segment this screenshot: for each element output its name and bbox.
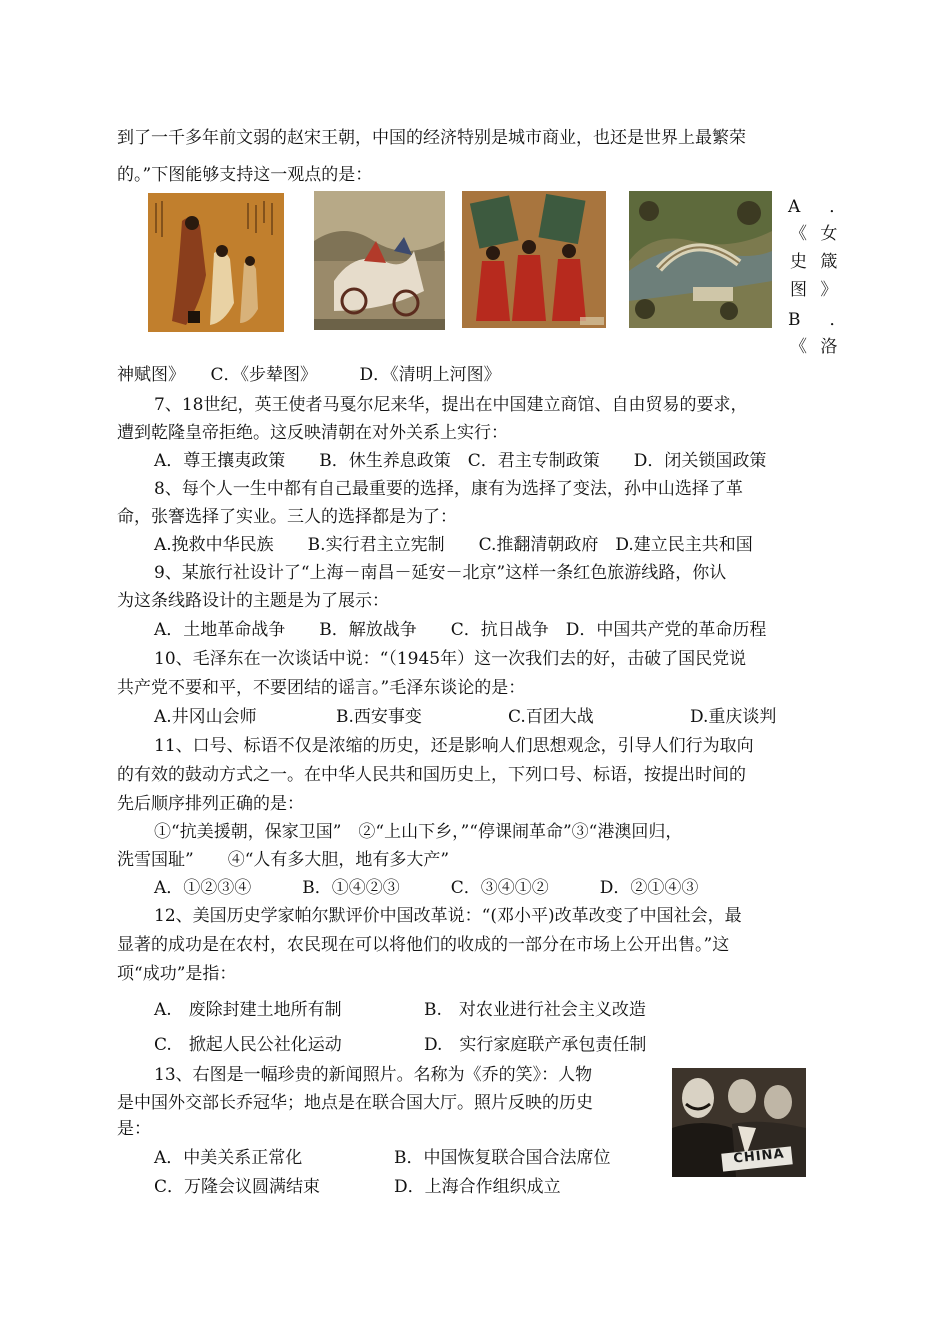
q6-options-line: 神赋图》 C．《步辇图》 D．《清明上河图》 xyxy=(117,365,501,385)
q9-stem-line1: 9、某旅行社设计了“上海－南昌－延安－北京”这样一条红色旅游线路，你认 xyxy=(154,563,727,583)
q12-option-c: C. 掀起人民公社化运动 xyxy=(154,1035,342,1055)
q11-items-line1: ①“抗美援朝，保家卫国” ②“上山下乡，”“停课闹革命”③“港澳回归， xyxy=(154,822,683,842)
q11-stem-line3: 先后顺序排列正确的是： xyxy=(117,794,304,814)
q12-stem-line2: 显著的成功是在农村，农民现在可以将他们的收成的一部分在市场上公开出售。”这 xyxy=(117,935,730,955)
photo-china-sign: CHINA xyxy=(732,1146,786,1167)
painting-luoshen-fu-tu xyxy=(314,191,445,330)
q9-options: A．土地革命战争 B．解放战争 C．抗日战争 D．中国共产党的革命历程 xyxy=(154,620,767,640)
q6-stem-line1: 到了一千多年前文弱的赵宋王朝，中国的经济特别是城市商业，也还是世界上最繁荣 xyxy=(117,128,746,148)
painting-bunian-tu xyxy=(462,191,606,328)
q8-options: A.挽救中华民族 B.实行君主立宪制 C.推翻清朝政府 D.建立民主共和国 xyxy=(154,535,753,555)
q12-stem-line3: 项“成功”是指： xyxy=(117,964,237,984)
q6-option-a-text1: 《 女 xyxy=(790,224,842,244)
q7-options: A．尊王攘夷政策 B．休生养息政策 C．君主专制政策 D．闭关锁国政策 xyxy=(154,451,767,471)
q10-option-d: D.重庆谈判 xyxy=(690,707,777,727)
q11-stem-line1: 11、口号、标语不仅是浓缩的历史，还是影响人们思想观念，引导人们行为取向 xyxy=(154,736,754,756)
q6-option-a-letter: A ． xyxy=(788,197,853,217)
q7-stem-line1: 7、18世纪，英王使者马戛尔尼来华，提出在中国建立商馆、自由贸易的要求， xyxy=(154,395,748,415)
q6-stem-line2: 的。”下图能够支持这一观点的是： xyxy=(117,165,373,185)
q12-stem-line1: 12、美国历史学家帕尔默评价中国改革说：“(邓小平)改革改变了中国社会，最 xyxy=(154,906,742,926)
q13-option-c: C．万隆会议圆满结束 xyxy=(154,1177,321,1197)
q13-option-b: B．中国恢复联合国合法席位 xyxy=(394,1148,611,1168)
photo-qiao-laugh xyxy=(672,1068,806,1177)
q13-stem-line2: 是中国外交部长乔冠华；地点是在联合国大厅。照片反映的历史 xyxy=(117,1093,593,1113)
painting-qingming-shanghe-tu xyxy=(629,191,772,328)
q7-stem-line2: 遭到乾隆皇帝拒绝。这反映清朝在对外关系上实行： xyxy=(117,423,508,443)
q6-option-b-letter: B ． xyxy=(788,310,853,330)
q10-option-b: B.西安事变 xyxy=(336,707,422,727)
q12-option-d: D. 实行家庭联产承包责任制 xyxy=(424,1035,647,1055)
q10-option-c: C.百团大战 xyxy=(508,707,594,727)
q10-option-a: A.井冈山会师 xyxy=(154,707,257,727)
q13-stem-line1: 13、右图是一幅珍贵的新闻照片。名称为《乔的笑》：人物 xyxy=(154,1065,593,1085)
q9-stem-line2: 为这条线路设计的主题是为了展示： xyxy=(117,591,389,611)
q13-option-a: A．中美关系正常化 xyxy=(154,1148,303,1168)
q8-stem-line1: 8、每个人一生中都有自己最重要的选择，康有为选择了变法，孙中山选择了革 xyxy=(154,479,743,499)
q10-stem-line1: 10、毛泽东在一次谈话中说：“（1945年）这一次我们去的好，击破了国民党说 xyxy=(154,649,747,669)
q8-stem-line2: 命，张謇选择了实业。三人的选择都是为了： xyxy=(117,507,457,527)
q13-stem-line3: 是： xyxy=(117,1119,151,1139)
q10-stem-line2: 共产党不要和平，不要团结的谣言。”毛泽东谈论的是： xyxy=(117,678,526,698)
q12-option-a: A. 废除封建土地所有制 xyxy=(154,1000,342,1020)
q13-option-d: D．上海合作组织成立 xyxy=(394,1177,561,1197)
q12-option-b: B. 对农业进行社会主义改造 xyxy=(424,1000,646,1020)
q6-option-a-text2: 史 箴 xyxy=(790,252,842,272)
q6-option-b-text: 《 洛 xyxy=(790,337,842,357)
painting-nushi-zhen-tu xyxy=(148,193,284,332)
q11-items-line2: 洗雪国耻” ④“人有多大胆，地有多大产” xyxy=(117,850,450,870)
q11-options: A．①②③④ B．①④②③ C．③④①② D．②①④③ xyxy=(154,878,699,898)
q6-option-a-text3: 图 》 xyxy=(790,280,842,300)
q11-stem-line2: 的有效的鼓动方式之一。在中华人民共和国历史上，下列口号、标语，按提出时间的 xyxy=(117,765,746,785)
